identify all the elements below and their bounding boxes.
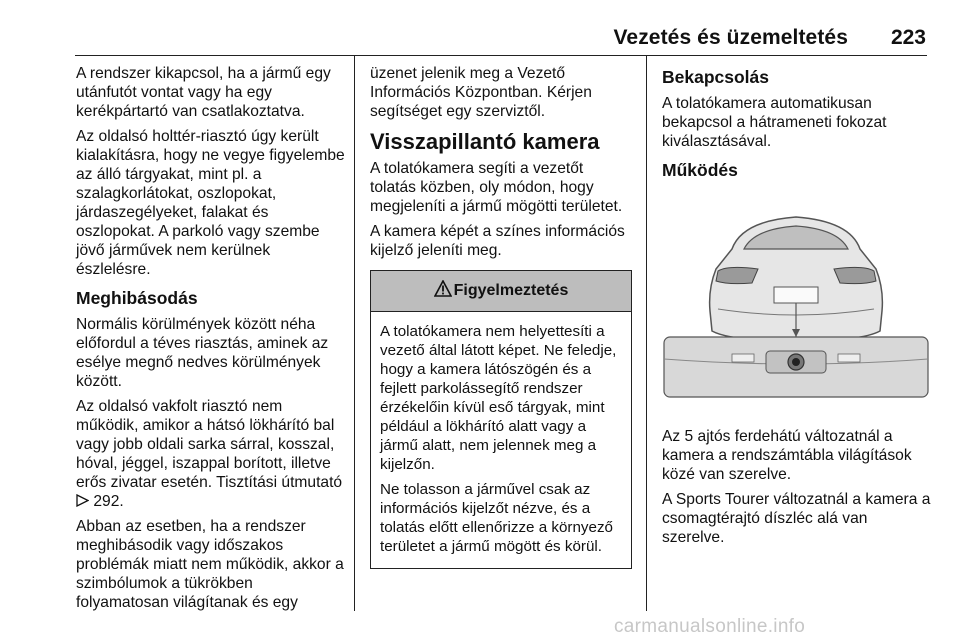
paragraph-camera-purpose: A tolatókamera segíti a vezetőt tolatás közben, oly módon, hogy megjeleníti a jármű mögötti területet. xyxy=(370,160,623,215)
warning-paragraph-1: A tolatókamera nem helyettesíti a vezető által látott képet. Ne feledje, hogy a kamera látószögén és a fejlett parkolássegítő rendszer érzékelőin kívül eső tárgyak, mint például a lökhárító alatt vagy a jármű alatt, nem jelennek meg a kijelzőn. xyxy=(380,323,617,473)
paragraph-service-message: üzenet jelenik meg a Vezető Információs Központban. Kérjen segítséget egy szerviztől. xyxy=(370,65,592,120)
paragraph-stationary-objects: Az oldalsó holttér-riasztó úgy került kialakításra, hogy ne vegye figyelembe az álló tárgyakat, mint pl. a szalagkorlátokat, oszlopokat, járdaszegélyeket, falakat és oszlopokat. A parkoló vagy szembe jövő járművek nem kerülnek észlelésre. xyxy=(76,128,345,278)
paragraph-hatchback-camera: Az 5 ajtós ferdehátú változatnál a kamera a rendszámtábla világítások közé van szerelve. xyxy=(662,428,912,483)
arrow-reference-icon xyxy=(76,493,93,510)
page-number: 223 xyxy=(890,26,926,49)
warning-header xyxy=(371,271,631,312)
column-1 xyxy=(76,64,346,618)
heading-rear-view-camera: Visszapillantó kamera xyxy=(370,129,600,154)
column-divider-1 xyxy=(354,56,355,611)
column-3 xyxy=(662,64,932,553)
watermark: carmanualsonline.info xyxy=(614,616,806,637)
paragraph-activation: A tolatókamera automatikusan bekapcsol a hátrameneti fokozat kiválasztásával. xyxy=(662,95,887,150)
camera-location-illustration xyxy=(662,191,930,413)
paragraph-bumper-dirt xyxy=(76,397,346,511)
header-divider xyxy=(75,55,927,56)
paragraph-false-alarms: Normális körülmények között néha előfordul a téves riasztás, aminek az esélye megnő nedves körülmények között. xyxy=(76,316,329,390)
paragraph-sports-tourer-camera: A Sports Tourer változatnál a kamera a csomagtérajtó díszléc alá van szerelve. xyxy=(662,491,931,546)
warning-body xyxy=(371,312,631,568)
paragraph-bumper-dirt-text: Az oldalsó vakfolt riasztó nem működik, amikor a hátsó lökhárító bal vagy jobb oldali sarka sárral, kosszal, hóval, jéggel, iszappal borított, illetve erős zivatar esetén. Tisztítási útmutató xyxy=(76,398,343,491)
warning-box xyxy=(370,270,632,569)
column-2 xyxy=(370,64,632,569)
warning-title: Figyelmeztetés xyxy=(453,282,569,299)
page-header xyxy=(0,0,960,58)
paragraph-trailer-disable: A rendszer kikapcsol, ha a jármű egy utánfutót vontat vagy ha egy kerékpártartó van csatlakoztatva. xyxy=(76,65,331,120)
paragraph-camera-display: A kamera képét a színes információs kijelző jeleníti meg. xyxy=(370,223,625,259)
heading-operation: Működés xyxy=(662,160,738,180)
paragraph-system-failure: Abban az esetben, ha a rendszer meghibásodik vagy időszakos problémák miatt nem működik, akkor a szimbólumok a tükrökben folyamatosan világítanak és egy xyxy=(76,518,344,611)
cleaning-page-link[interactable]: 292. xyxy=(93,493,124,510)
warning-triangle-icon xyxy=(434,280,454,302)
heading-malfunction: Meghibásodás xyxy=(76,288,198,308)
heading-activation: Bekapcsolás xyxy=(662,67,770,87)
column-divider-2 xyxy=(646,56,647,611)
warning-paragraph-2: Ne tolasson a járművel csak az információs kijelzőt nézve, és a tolatás előtt ellenőrizze a környező területet a jármű mögött és körül. xyxy=(380,481,614,555)
section-title: Vezetés és üzemeltetés xyxy=(613,26,848,49)
